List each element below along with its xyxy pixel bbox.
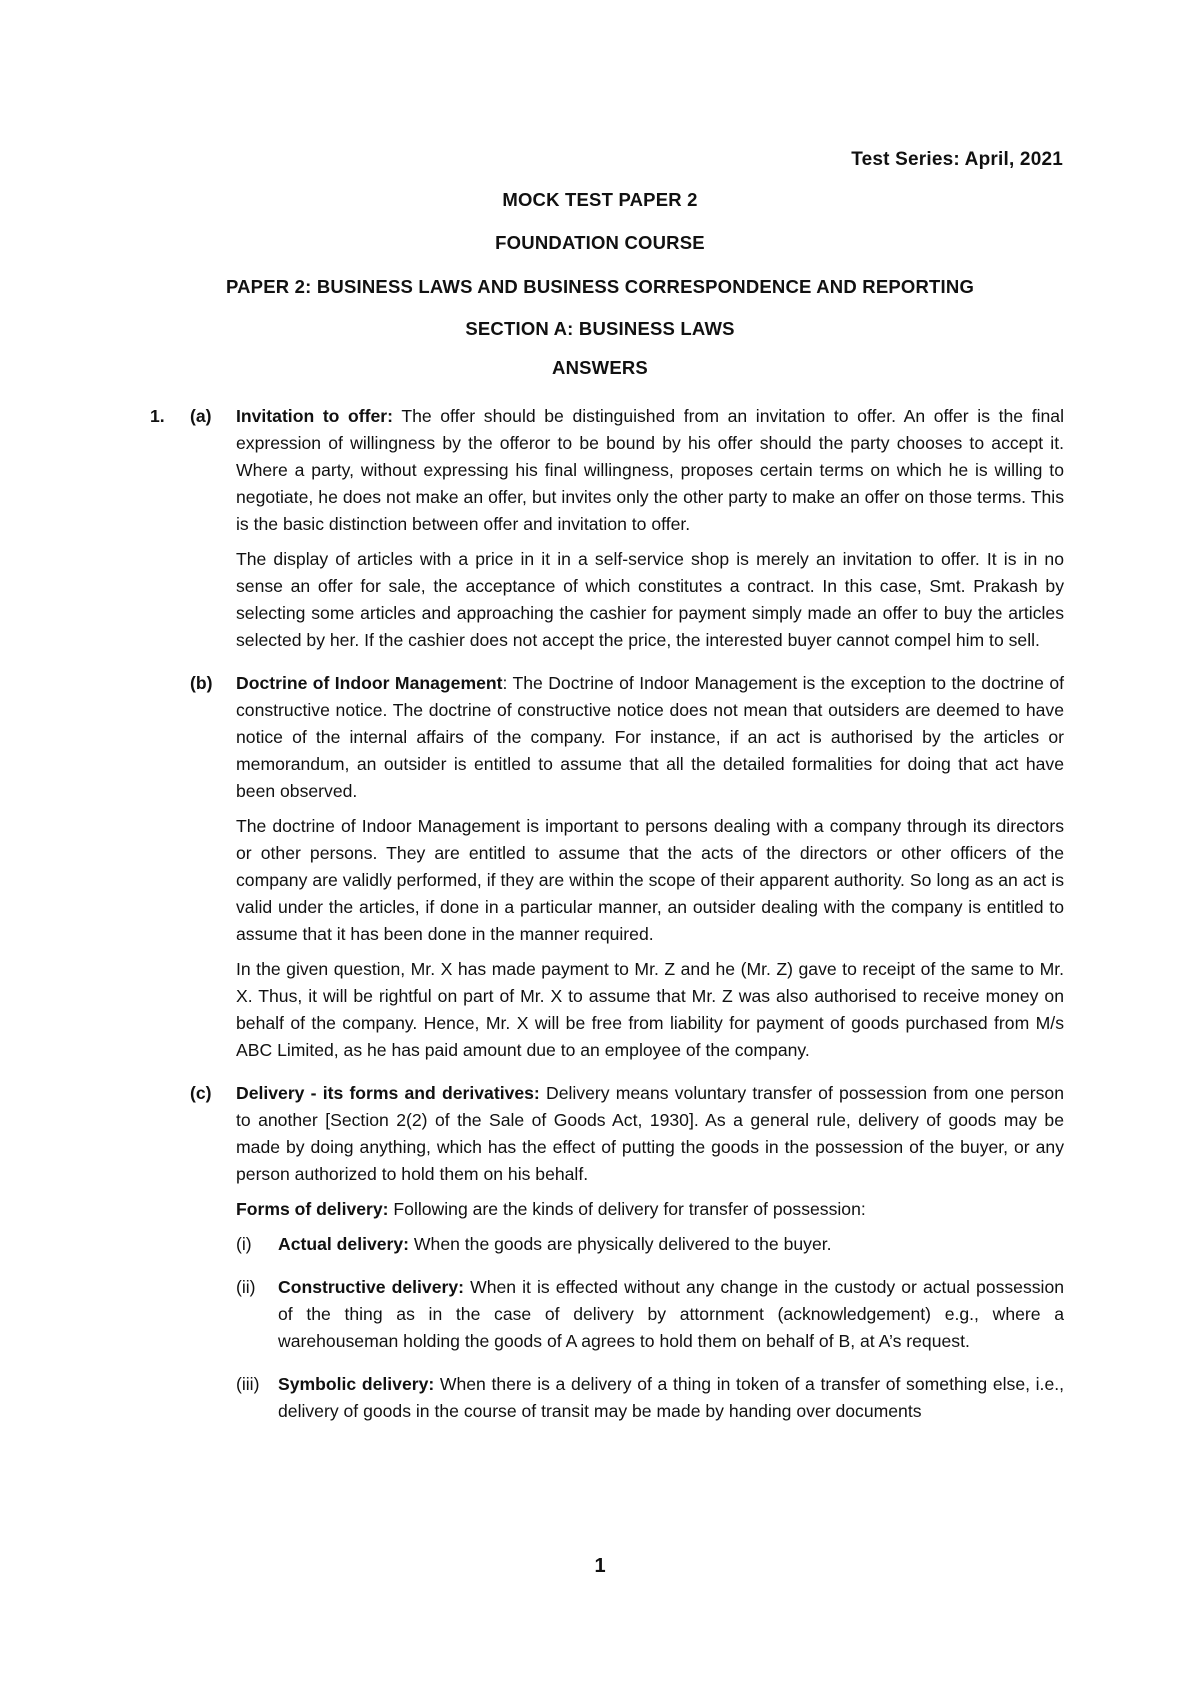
course-title: FOUNDATION COURSE (495, 232, 705, 253)
section-title: SECTION A: BUSINESS LAWS (465, 318, 735, 339)
answers-body (150, 403, 1064, 1457)
answer-c-label: (c) (190, 1083, 212, 1103)
page-number: 1 (594, 1555, 606, 1577)
answer-a-para-1: Invitation to offer: The offer should be distinguished from an invitation to offer. An offer is the final expression of willingness by the offeror to be bound by his offer should the party chooses to accept it. Where a party, without expressing his final willingness, proposes certain terms on which he is willing to negotiate, he does not make an offer, but invites only the other party to make an offer on those terms. This is the basic distinction between offer and invitation to offer. (236, 406, 1064, 534)
test-series-label: Test Series: April, 2021 (851, 149, 1063, 170)
answer-a-label: (a) (190, 406, 212, 426)
answer-b-heading: Doctrine of Indoor Management (236, 673, 503, 693)
answer-b-label: (b) (190, 673, 213, 693)
answer-c-heading: Delivery - its forms and derivatives: (236, 1083, 540, 1103)
answer-c (190, 1080, 1064, 1441)
answer-b (190, 670, 1064, 1072)
answer-b-para-3: In the given question, Mr. X has made payment to Mr. Z and he (Mr. Z) gave to receipt of the same to Mr. X. Thus, it will be rightful on part of Mr. X to assume that Mr. Z was also authorised to receive money on behalf of the company. Hence, Mr. X will be free from liability for payment of goods purchased from M/s ABC Limited, as he has paid amount due to an employee of the company. (236, 959, 1064, 1060)
question-1 (150, 403, 1064, 1449)
paper-subject: PAPER 2: BUSINESS LAWS AND BUSINESS CORRESPONDENCE AND REPORTING (225, 276, 975, 297)
answer-b-para-1: Doctrine of Indoor Management: The Doctrine of Indoor Management is the exception to the doctrine of constructive notice. The doctrine of constructive notice does not mean that outsiders are deemed to have notice of the internal affairs of the company. For instance, if an act is authorised by the articles or memorandum, an outsider is entitled to assume that all the detailed formalities for doing that act have been observed. (236, 673, 1064, 801)
answer-a-para-2: The display of articles with a price in it in a self-service shop is merely an invitation to offer. It is in no sense an offer for sale, the acceptance of which constitutes a contract. In this case, Smt. Prakash by selecting some articles and approaching the cashier for payment simply made an offer to buy the articles selected by her. If the cashier does not accept the price, the interested buyer cannot compel him to sell. (236, 549, 1064, 650)
question-number: 1. (150, 406, 165, 426)
answers-heading: ANSWERS (552, 357, 648, 378)
answer-c-para-1: Delivery - its forms and derivatives: Delivery means voluntary transfer of possession from one person to another [Section 2(2) of the Sale of Goods Act, 1930]. As a general rule, delivery of goods may be made by doing anything, which has the effect of putting the goods in the possession of the buyer, or any person authorized to hold them on his behalf. (236, 1083, 1064, 1184)
answer-b-para-2: The doctrine of Indoor Management is important to persons dealing with a company through its directors or other persons. They are entitled to assume that the acts of the directors or other officers of the company are validly performed, if they are within the scope of their apparent authority. So long as an act is valid under the articles, if done in a particular manner, an outsider dealing with the company is entitled to assume that it has been done in the manner required. (236, 816, 1064, 944)
delivery-item: (ii) Constructive delivery: When it is effected without any change in the custody or actual possession of the thing as in the case of delivery by attornment (acknowledgement) e.g., where a warehouseman holding the goods of A agrees to hold them on behalf of B, at A’s request. (236, 1277, 1065, 1351)
answer-a (190, 403, 1064, 662)
delivery-item: (iii) Symbolic delivery: When there is a delivery of a thing in token of a transfer of something else, i.e., delivery of goods in the course of transit may be made by handing over documents (236, 1374, 1065, 1421)
answer-a-heading: Invitation to offer: (236, 406, 394, 426)
delivery-item: (i) Actual delivery: When the goods are physically delivered to the buyer. (236, 1234, 832, 1254)
paper-title: MOCK TEST PAPER 2 (502, 189, 698, 210)
forms-of-delivery: Forms of delivery: Following are the kinds of delivery for transfer of possession: (236, 1199, 866, 1219)
